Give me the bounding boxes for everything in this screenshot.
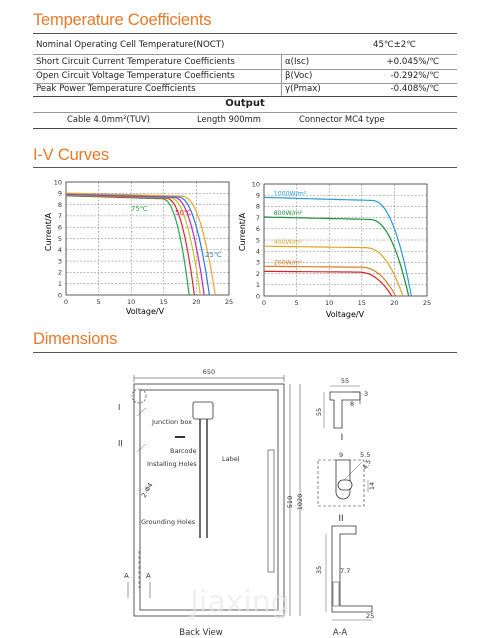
output-title: Output bbox=[225, 98, 265, 109]
section-aa-dim-25: 25 bbox=[366, 612, 375, 620]
spec-value: 45℃±2℃ bbox=[373, 40, 416, 50]
output-connector: Connector MC4 type bbox=[299, 114, 385, 124]
mark-a-left: A bbox=[124, 572, 129, 580]
dim-510: 510 bbox=[286, 495, 294, 509]
y-axis-label: Current/A bbox=[238, 212, 247, 252]
detail-i bbox=[315, 377, 368, 443]
x-tick-label: 20 bbox=[192, 298, 201, 306]
iv-chart-temperature bbox=[44, 178, 233, 316]
spec-value: +0.045%/℃ bbox=[386, 57, 439, 67]
x-tick-label: 15 bbox=[357, 299, 366, 307]
mark-a-right: A bbox=[146, 572, 151, 580]
y-tick-label: 2 bbox=[57, 268, 62, 277]
y-tick-label: 3 bbox=[255, 258, 260, 267]
x-tick-label: 5 bbox=[294, 299, 299, 307]
x-tick-label: 10 bbox=[127, 298, 136, 306]
spec-value: -0.292%/℃ bbox=[390, 71, 439, 81]
dim-1020: 1020 bbox=[296, 493, 304, 511]
section-divider bbox=[33, 352, 457, 353]
junction-box-label: Junction box bbox=[152, 418, 192, 426]
section-aa-dim-35: 35 bbox=[315, 565, 323, 575]
table-column-rule bbox=[281, 54, 282, 96]
x-tick-label: 15 bbox=[159, 298, 168, 306]
annotation-50c: 50℃ bbox=[175, 209, 192, 217]
section-title-iv: I-V Curves bbox=[33, 146, 109, 164]
detail-ii-mark: II bbox=[338, 514, 344, 524]
series-label: 400W/m² bbox=[273, 239, 303, 247]
spec-label: Open Circuit Voltage Temperature Coefficients bbox=[36, 71, 235, 81]
y-tick-label: 5 bbox=[57, 234, 62, 243]
y-tick-label: 9 bbox=[255, 191, 260, 200]
y-tick-label: 10 bbox=[53, 178, 62, 187]
y-tick-label: 9 bbox=[57, 189, 62, 198]
spec-value: -0.408%/℃ bbox=[390, 84, 439, 94]
section-divider bbox=[33, 167, 457, 168]
mark-ii: II bbox=[118, 439, 123, 448]
y-tick-label: 2 bbox=[255, 269, 260, 278]
y-tick-label: 8 bbox=[57, 200, 62, 209]
table-rule bbox=[33, 96, 457, 97]
dim-width: 650 bbox=[202, 368, 216, 376]
y-tick-label: 5 bbox=[255, 236, 260, 245]
spec-row-pmax bbox=[33, 82, 457, 96]
x-axis-label: Voltage/V bbox=[125, 307, 165, 316]
x-axis-label: Voltage/V bbox=[325, 310, 365, 319]
series-label: 800W/m² bbox=[273, 210, 303, 218]
detail-ii-dim-14: 14 bbox=[368, 481, 376, 491]
watermark: Jiaxing bbox=[190, 585, 290, 620]
junction-box bbox=[193, 402, 213, 419]
spec-label: Short Circuit Current Temperature Coefficients bbox=[36, 57, 235, 67]
spec-table bbox=[33, 36, 457, 128]
table-rule bbox=[33, 112, 457, 113]
section-aa bbox=[315, 526, 374, 638]
output-cable: Cable 4.0mm²(TUV) bbox=[67, 114, 150, 124]
y-tick-label: 0 bbox=[255, 292, 260, 301]
series-line bbox=[264, 266, 396, 296]
detail-ii bbox=[318, 451, 376, 524]
spec-symbol: β(Voc) bbox=[285, 71, 313, 81]
x-tick-label: 0 bbox=[261, 299, 267, 307]
detail-i-mark: I bbox=[340, 433, 344, 443]
y-tick-label: 10 bbox=[251, 180, 260, 189]
y-tick-label: 3 bbox=[57, 257, 62, 266]
back-view bbox=[132, 375, 300, 616]
x-tick-label: 5 bbox=[96, 298, 101, 306]
iv-chart-irradiance bbox=[238, 180, 431, 319]
iv-charts bbox=[0, 172, 485, 322]
slot-label: 2-Φ4 bbox=[139, 481, 155, 499]
annotation-75c: 75℃ bbox=[131, 205, 148, 213]
detail-i-dim-thick: 3 bbox=[364, 390, 369, 398]
dimension-drawing bbox=[0, 356, 485, 638]
label-label: Label bbox=[222, 455, 240, 463]
y-tick-label: 6 bbox=[255, 225, 260, 234]
y-tick-label: 1 bbox=[255, 281, 260, 290]
spec-row-isc bbox=[33, 55, 457, 69]
y-tick-label: 7 bbox=[57, 212, 62, 221]
y-tick-label: 4 bbox=[57, 246, 62, 255]
grounding-holes-label: Grounding Holes bbox=[141, 518, 196, 526]
y-axis-label: Current/A bbox=[44, 212, 53, 252]
y-tick-label: 6 bbox=[57, 223, 62, 232]
mark-i: I bbox=[118, 403, 121, 412]
series-label: 1000W/m² bbox=[273, 190, 307, 198]
y-tick-label: 0 bbox=[57, 291, 62, 300]
spec-label: Peak Power Temperature Coefficients bbox=[36, 84, 196, 94]
back-view-label: Back View bbox=[179, 628, 223, 638]
x-tick-label: 25 bbox=[224, 298, 234, 306]
detail-ii-dim-5-5: 5.5 bbox=[360, 451, 371, 459]
x-tick-label: 10 bbox=[325, 299, 334, 307]
spec-label: Nominal Operating Cell Temperature(NOCT) bbox=[36, 40, 225, 50]
detail-i-dim-side: 55 bbox=[315, 407, 323, 417]
y-tick-label: 8 bbox=[255, 202, 260, 211]
barcode-label: Barcode bbox=[170, 447, 197, 455]
section-title-dimensions: Dimensions bbox=[33, 330, 118, 348]
y-tick-label: 1 bbox=[57, 280, 62, 288]
x-tick-label: 25 bbox=[422, 299, 432, 307]
section-aa-dim-7-7: 7.7 bbox=[340, 567, 351, 575]
spec-row-voc bbox=[33, 69, 457, 83]
y-tick-label: 4 bbox=[255, 247, 260, 256]
section-title-temperature: Temperature Coefficients bbox=[33, 11, 212, 29]
annotation-25c: 25℃ bbox=[205, 251, 222, 259]
x-tick-label: 20 bbox=[390, 299, 399, 307]
detail-i-dim-lip: 8 bbox=[350, 400, 355, 408]
series-line bbox=[66, 196, 189, 295]
detail-ii-dim-4-5: 4.5 bbox=[360, 458, 373, 471]
detail-i-dim-top: 55 bbox=[340, 377, 350, 385]
section-divider bbox=[33, 33, 457, 34]
section-aa-label: A-A bbox=[332, 628, 348, 638]
installing-holes-label: Installing Holes bbox=[147, 460, 197, 468]
detail-ii-dim-9: 9 bbox=[339, 451, 344, 459]
series-label: 200W/m² bbox=[273, 259, 303, 267]
x-tick-label: 0 bbox=[63, 298, 69, 306]
spec-row-noct bbox=[33, 38, 457, 52]
y-tick-label: 7 bbox=[255, 213, 260, 222]
series-line bbox=[264, 271, 392, 296]
mounting-rail bbox=[268, 450, 274, 572]
spec-symbol: α(Isc) bbox=[285, 57, 310, 67]
barcode bbox=[175, 436, 185, 438]
spec-symbol: γ(Pmax) bbox=[285, 84, 321, 94]
output-length: Length 900mm bbox=[197, 114, 261, 124]
table-rule bbox=[33, 128, 457, 129]
